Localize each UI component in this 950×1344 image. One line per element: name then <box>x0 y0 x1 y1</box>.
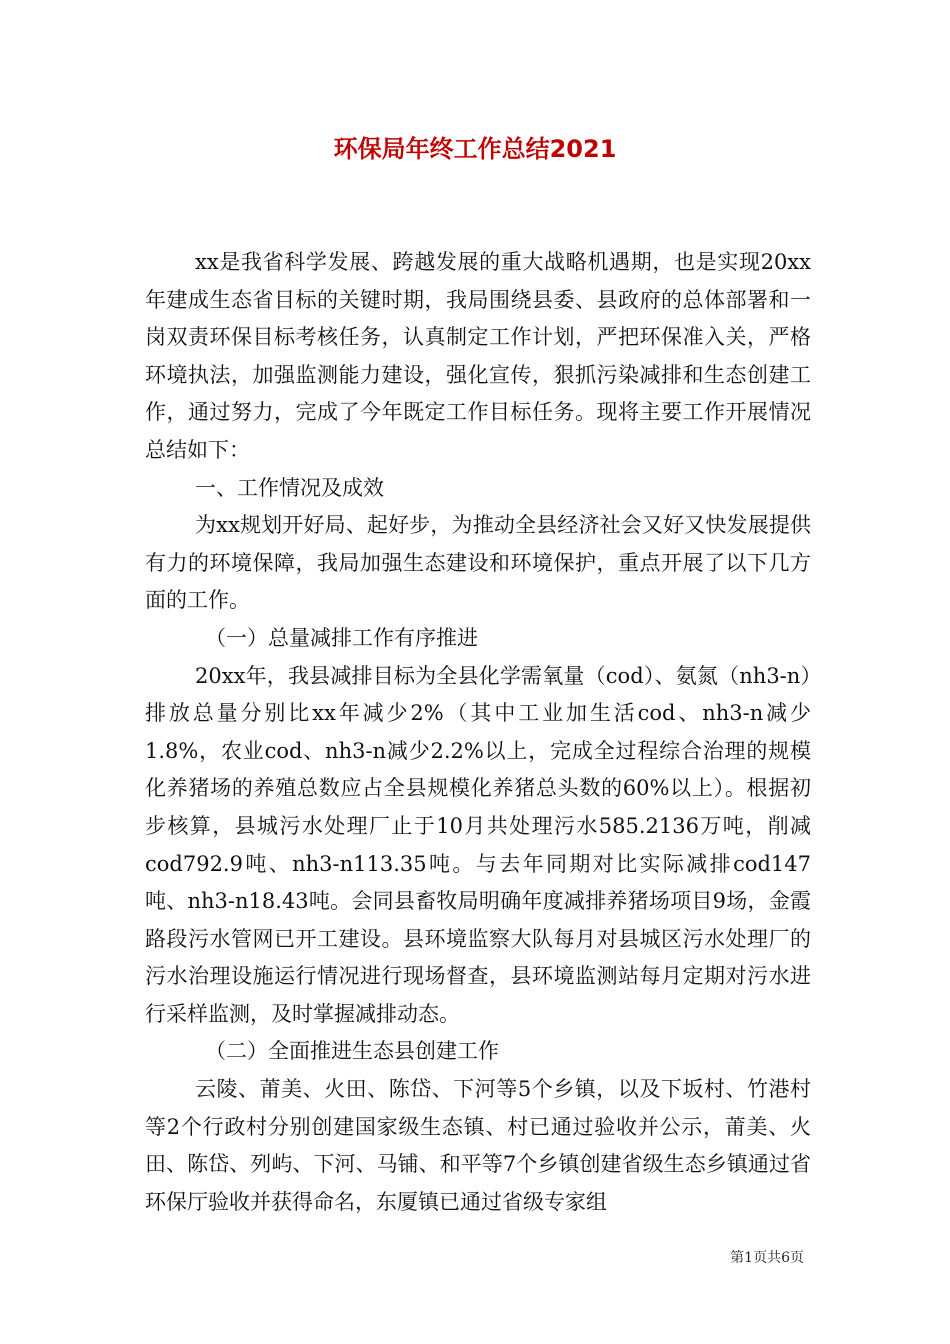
subsection-heading-1: （一）总量减排工作有序推进 <box>205 625 478 650</box>
document-title: 环保局年终工作总结2021 <box>333 135 617 163</box>
paragraph-intro: xx是我省科学发展、跨越发展的重大战略机遇期，也是实现20xx年建成生态省目标的关键时期，我局围绕县委、县政府的总体部署和一岗双责环保目标考核任务，认真制定工作计划，严把环保准入关，严格环境执法，加强监测能力建设，强化宣传，狠抓污染减排和生态创建工作，通过努力，完成了今年既定工作目标任务。现将主要工作开展情况总结如下： <box>145 250 811 462</box>
paragraph-section-1: 为xx规划开好局、起好步，为推动全县经济社会又好又快发展提供有力的环境保障，我局加强生态建设和环境保护，重点开展了以下几方面的工作。 <box>145 513 811 613</box>
document-body <box>145 244 811 1221</box>
subsection-heading-2: （二）全面推进生态县创建工作 <box>205 1039 499 1064</box>
paragraph-emission-reduction: 20xx年，我县减排目标为全县化学需氧量（cod）、氨氮（nh3-n）排放总量分别比xx年减少2%（其中工业加生活cod、nh3-n减少1.8%，农业cod、nh3-n减少2.2%以上，完成全过程综合治理的规模化养猪场的养殖总数应占全县规模化养猪总头数的60%以上）。根据初步核算，县城污水处理厂止于10月共处理污水585.2136万吨，削减cod792.9吨、nh3-n113.35吨。与去年同期对比实际减排cod147吨、nh3-n18.43吨。会同县畜牧局明确年度减排养猪场项目9场，金霞路段污水管网已开工建设。县环境监察大队每月对县城区污水处理厂的污水治理设施运行情况进行现场督查，县环境监测站每月定期对污水进行采样监测，及时掌握减排动态。 <box>145 663 811 1026</box>
section-heading-1: 一、工作情况及成效 <box>195 475 384 500</box>
paragraph-eco-county: 云陵、莆美、火田、陈岱、下河等5个乡镇，以及下坂村、竹港村等2个行政村分别创建国家级生态镇、村已通过验收并公示，莆美、火田、陈岱、列屿、下河、马铺、和平等7个乡镇创建省级生态乡镇通过省环保厅验收并获得命名，东厦镇已通过省级专家组 <box>145 1077 811 1214</box>
page-number: 第1页共6页 <box>730 1250 804 1266</box>
